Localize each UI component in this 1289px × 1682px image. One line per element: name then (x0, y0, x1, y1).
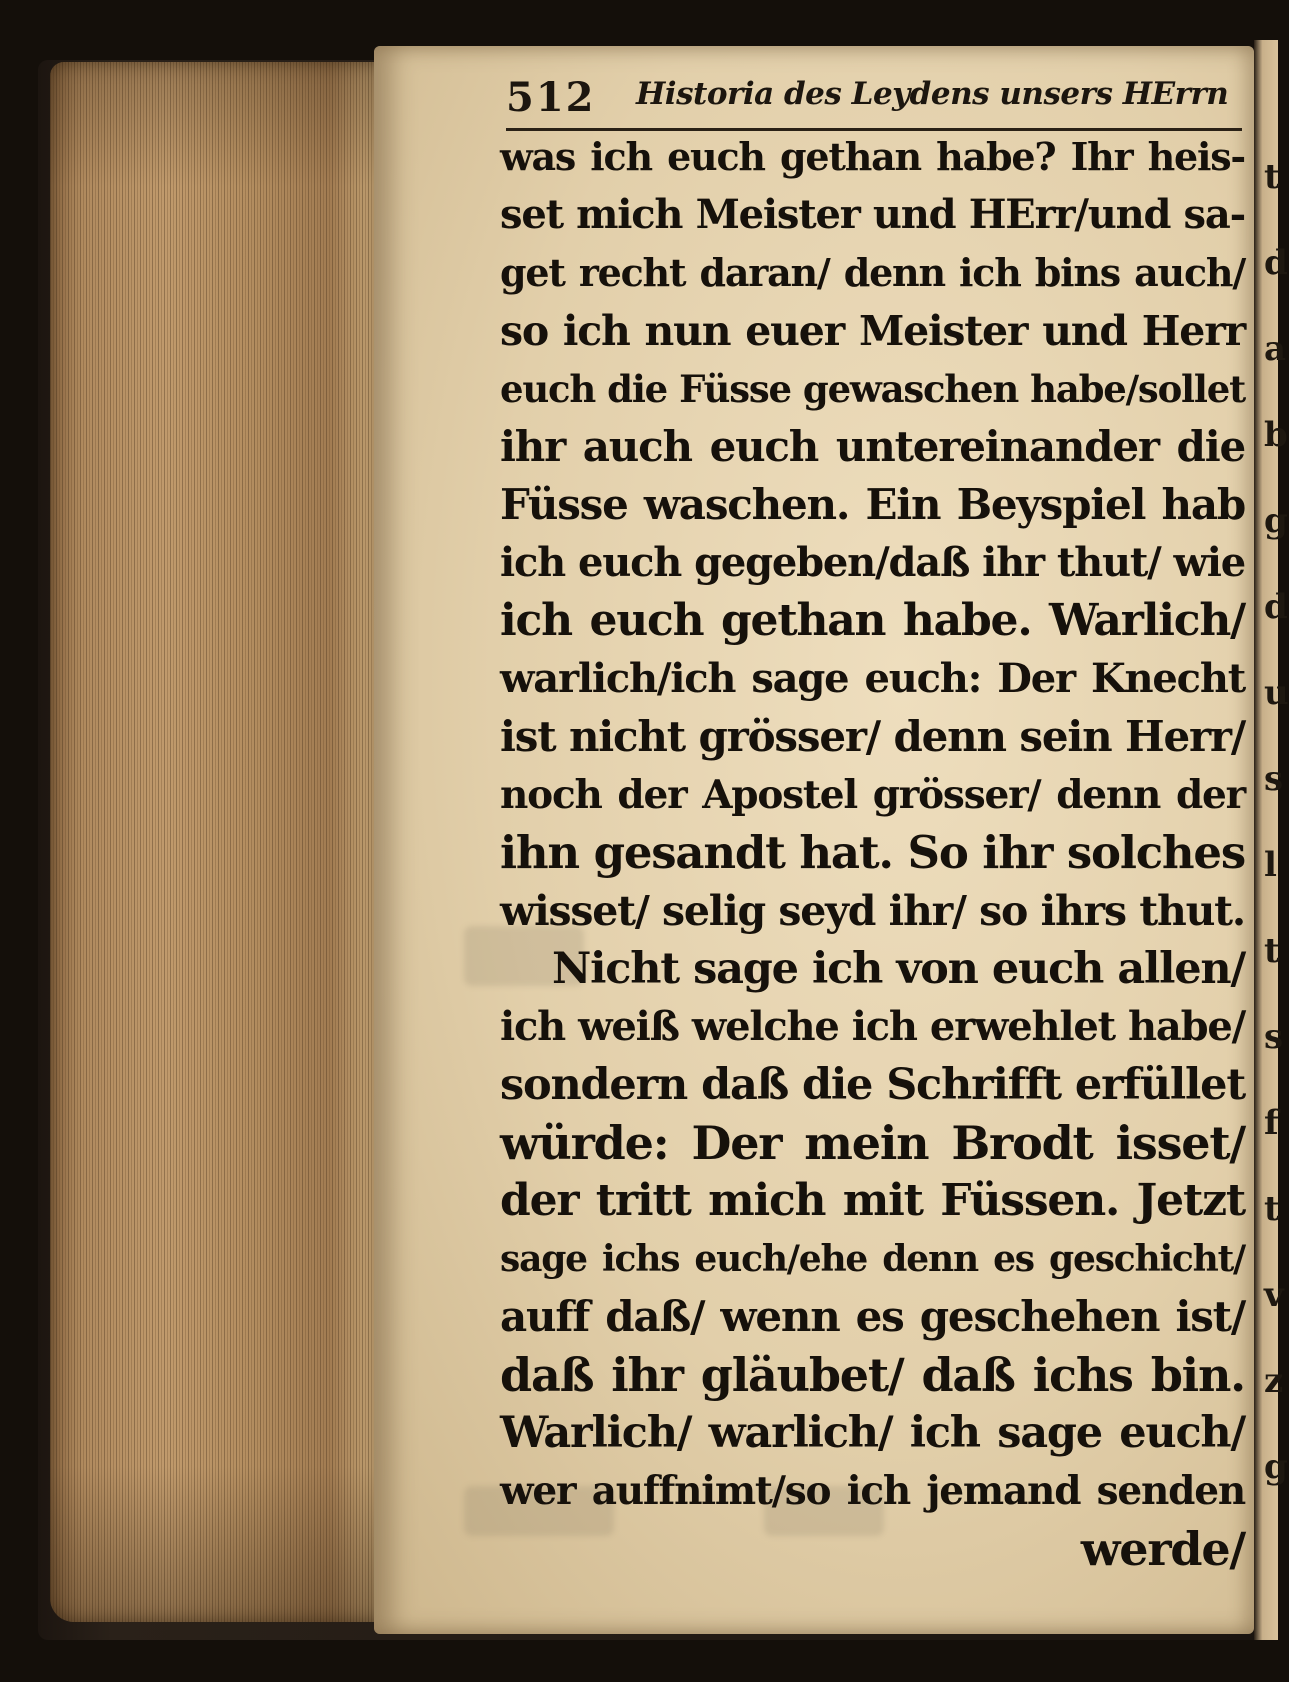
text-line: ihn gesandt hat. So ihr solches (500, 826, 1245, 879)
catchword-line: werde/ (1080, 1522, 1245, 1576)
next-page-edge (1254, 40, 1289, 1640)
facing-page-glyph: s (1264, 759, 1284, 799)
facing-page-glyph: v (1264, 1275, 1284, 1315)
facing-page-glyph: d (1264, 587, 1288, 627)
facing-page-glyph: l (1264, 845, 1277, 885)
page-number: 512 (506, 74, 596, 121)
facing-page-glyph: g (1264, 501, 1288, 541)
text-line: Füsse waschen. Ein Beyspiel hab (500, 480, 1245, 529)
body-text (500, 128, 1245, 1578)
text-line: wer auffnimt/so ich jemand senden (500, 1468, 1245, 1514)
text-line: set mich Meister und HErr/und sa- (500, 191, 1245, 238)
page-edges (50, 62, 380, 1622)
facing-page-glyph: d (1264, 243, 1288, 283)
text-line: ihr auch euch untereinander die (500, 422, 1245, 471)
facing-page-glyph: a (1264, 329, 1287, 369)
text-line: der tritt mich mit Füssen. Jetzt (500, 1175, 1245, 1226)
facing-page-glyph: t (1264, 1189, 1280, 1229)
facing-page-glyph: u (1264, 673, 1289, 713)
running-head: Historia des Leydens unsers HErrn (636, 76, 1229, 112)
text-line: noch der Apostel grösser/ denn der (500, 772, 1245, 818)
page-header (506, 66, 1246, 126)
text-line: ich euch gethan habe. Warlich/ (500, 595, 1245, 646)
text-line: sondern daß die Schrifft erfüllet (500, 1060, 1245, 1110)
text-line: sage ichs euch/ehe denn es geschicht/ (500, 1238, 1245, 1280)
facing-page-glyph: t (1264, 157, 1280, 197)
text-line: ist nicht grösser/ denn sein Herr/ (500, 712, 1245, 761)
text-line: ich euch gegeben/daß ihr thut/ wie (500, 539, 1245, 586)
facing-page-glyph: f (1264, 1103, 1279, 1143)
text-line: würde: Der mein Brodt isset/ (500, 1116, 1245, 1170)
facing-page-glyph: b (1264, 415, 1288, 455)
text-line: daß ihr gläubet/ daß ichs bin. (500, 1348, 1245, 1402)
text-line: auff daß/ wenn es geschehen ist/ (500, 1292, 1245, 1341)
facing-page-glyph: t (1264, 931, 1280, 971)
text-line: euch die Füsse gewaschen habe/sollet (500, 367, 1245, 411)
facing-page-glyph: s (1264, 1017, 1284, 1057)
text-line: wisset/ selig seyd ihr/ so ihrs thut. (500, 887, 1245, 935)
facing-page-glyph: g (1264, 1447, 1288, 1487)
paragraph-start-line: Nicht sage ich von euch allen/ (552, 944, 1245, 994)
text-line: so ich nun euer Meister und Herr (500, 307, 1245, 355)
facing-page-glyph: z (1264, 1361, 1284, 1401)
text-line: warlich/ich sage euch: Der Knecht (500, 655, 1245, 702)
text-line: was ich euch gethan habe? Ihr heis- (500, 134, 1245, 179)
text-line: Warlich/ warlich/ ich sage euch/ (500, 1408, 1245, 1458)
text-line: get recht daran/ denn ich bins auch/ (500, 250, 1245, 295)
text-line: ich weiß welche ich erwehlet habe/ (500, 1003, 1245, 1050)
